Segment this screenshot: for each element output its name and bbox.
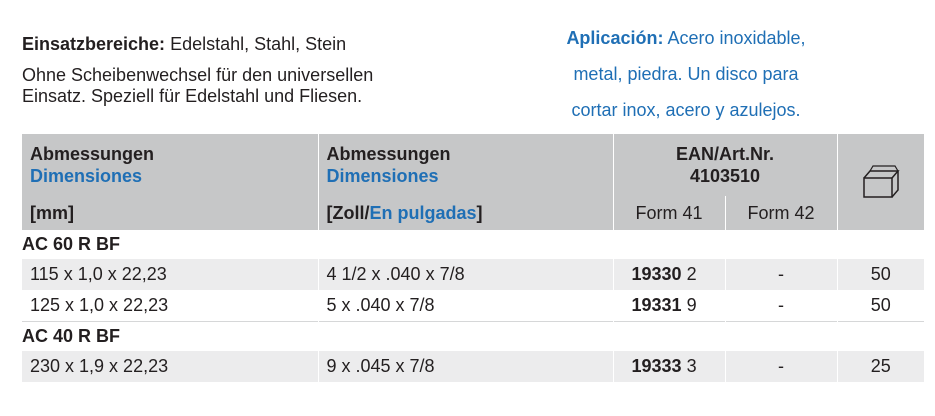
es-line-2: metal, piedra. Un disco para — [573, 64, 799, 84]
header-inch-title-de: Abmessungen — [326, 144, 451, 164]
header-ean-title — [613, 134, 837, 196]
header-mm-title — [22, 134, 318, 196]
cell-qty: 50 — [837, 290, 924, 322]
cell-mm: 115 x 1,0 x 22,23 — [22, 259, 318, 290]
header-pack-cell — [837, 134, 924, 230]
usage-text: Edelstahl, Stahl, Stein — [170, 34, 347, 54]
ean-check-digit: 2 — [686, 264, 697, 284]
table-row — [22, 351, 924, 382]
group-row-ac40 — [22, 322, 924, 352]
cell-qty: 25 — [837, 351, 924, 382]
es-line-3: cortar inox, acero y azulejos. — [571, 100, 801, 120]
usage-line — [22, 34, 373, 55]
header-row-bottom — [22, 196, 924, 230]
header-inch-unit-es: En pulgadas — [369, 203, 477, 223]
header-inch-title-es: Dimensiones — [326, 166, 439, 186]
header-mm-title-de: Abmessungen — [30, 144, 155, 164]
ean-main: 19333 — [631, 356, 682, 376]
box-icon — [861, 164, 901, 200]
ean-main: 19330 — [631, 264, 682, 284]
header-inch-unit-de: [Zoll/ — [326, 203, 370, 223]
es-line-1-text: Acero inoxidable, — [667, 28, 806, 48]
desc-line-2: Einsatz. Speziell für Edelstahl und Fliesen. — [22, 86, 363, 106]
header-ean-prefix: 4103510 — [689, 166, 761, 186]
header-inch-unit-end: ] — [476, 203, 483, 223]
german-description — [22, 34, 373, 107]
es-line-1 — [520, 20, 852, 56]
specs-table — [22, 134, 924, 382]
cell-ean-form41 — [613, 290, 725, 322]
header-mm-unit: [mm] — [22, 196, 318, 230]
group-name: AC 40 R BF — [22, 322, 318, 352]
cell-ean-form41 — [613, 351, 725, 382]
cell-qty: 50 — [837, 259, 924, 290]
usage-label: Einsatzbereiche: — [22, 34, 166, 54]
cell-inch: 4 1/2 x .040 x 7/8 — [318, 259, 613, 290]
cell-ean-form41 — [613, 259, 725, 290]
header-form41: Form 41 — [613, 196, 725, 230]
cell-inch: 5 x .040 x 7/8 — [318, 290, 613, 322]
cell-form42: - — [725, 259, 837, 290]
header-mm-title-es: Dimensiones — [30, 166, 143, 186]
header-inch-unit — [318, 196, 613, 230]
cell-inch: 9 x .045 x 7/8 — [318, 351, 613, 382]
cell-mm: 230 x 1,9 x 22,23 — [22, 351, 318, 382]
ean-check-digit: 9 — [686, 295, 697, 315]
spanish-description — [520, 20, 852, 128]
header-inch-title — [318, 134, 613, 196]
header-ean-label: EAN/Art.Nr. — [676, 144, 775, 164]
table-row — [22, 290, 924, 322]
cell-form42: - — [725, 351, 837, 382]
table-row — [22, 259, 924, 290]
group-name: AC 60 R BF — [22, 230, 318, 259]
es-label: Aplicación: — [566, 28, 664, 48]
cell-mm: 125 x 1,0 x 22,23 — [22, 290, 318, 322]
cell-form42: - — [725, 290, 837, 322]
header-row-top — [22, 134, 924, 196]
ean-main: 19331 — [631, 295, 682, 315]
desc-line-1: Ohne Scheibenwechsel für den universellen — [22, 65, 374, 85]
ean-check-digit: 3 — [686, 356, 697, 376]
header-form42: Form 42 — [725, 196, 837, 230]
group-row-ac60 — [22, 230, 924, 259]
